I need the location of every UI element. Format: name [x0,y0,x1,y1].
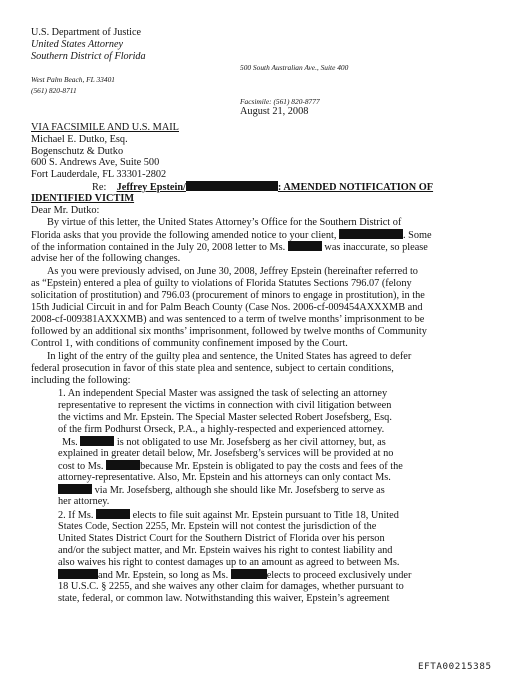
para1-line4: advise her of the following changes. [31,253,181,264]
office-city: West Palm Beach, FL 33401 [31,75,115,84]
re-label: Re: [92,182,107,193]
item2-line5: also waives his right to contest damages up to an amount as agreed to between Ms. [58,557,400,568]
item1-line7: cost to Ms. because Mr. Epstein is obligated to pay the costs and fees of the [58,461,403,472]
para2-line1: As you were previously advised, on June 30, 2008, Jeffrey Epstein (hereinafter referred to [47,266,418,277]
redaction-box [106,460,140,470]
para2-line3: solicitation of prostitution) and 796.03 (procurement of minors to engage in prostitution), in the [31,290,425,301]
subject-name: Jeffrey Epstein/ [116,182,186,193]
redaction-box [96,509,130,519]
redaction-box [58,569,98,579]
redaction-box [288,241,322,251]
subject-title-cont: IDENTIFIED VICTIM [31,193,135,204]
para3-line1: In light of the entry of the guilty plea and sentence, the United States has agreed to defer [47,351,412,362]
office-facsimile: Facsimile: (561) 820-8777 [240,97,320,106]
item1-line10: her attorney. [58,496,110,507]
item1-line3: the victims and Mr. Epstein. The Special Master selected Robert Josefsberg, Esq. [58,412,392,423]
para2-line7: Control 1, with conditions of community confinement imposed by the Court. [31,338,348,349]
para1-line1: By virtue of this letter, the United States Attorney’s Office for the Southern District of [47,217,402,228]
item2-line6: and Mr. Epstein, so long as Ms. elects to proceed exclusively under [58,569,411,582]
para3-line3: including the following: [31,375,131,386]
salutation: Dear Mr. Dutko: [31,205,100,216]
item1-line6: explained in greater detail below, Mr. Josefsberg’s services will be provided at no [58,448,394,459]
para3-line2: federal prosecution in favor of this state plea and sentence, subject to certain conditions, [31,363,394,374]
item2-line7: 18 U.S.C. § 2255, and she waives any other claim for damages, whether pursuant to [58,581,404,592]
para1-line2: Florida asks that you provide the following amended notice to your client, . Some [31,230,432,241]
recipient-name: Michael E. Dutko, Esq. [31,134,128,145]
doj-name: U.S. Department of Justice [31,27,142,38]
item1-line4: of the firm Podhurst Orseck, P.A., a highly-respected and experienced attorney. [58,424,385,435]
para2-line4: 15th Judicial Circuit in and for Palm Beach County (Case Nos. 2006-cf-009454AXXXMB and [31,302,423,313]
redaction-box [339,229,403,239]
item2-line1: 2. If Ms. elects to file suit against Mr. Epstein pursuant to Title 18, United [58,510,399,521]
recipient-city: Fort Lauderdale, FL 33301-2802 [31,169,167,180]
para2-line5: 2008-cf-009381AXXXMB) and was sentenced to a term of twelve months’ imprisonment to be [31,314,425,325]
recipient-firm: Bogenschutz & Dutko [31,146,124,157]
item1-line8: attorney-representative. Also, Mr. Epstein and his attorneys can only contact Ms. [58,472,391,483]
bates-number: EFTA00215385 [418,661,492,672]
item1-line5: Ms. is not obligated to use Mr. Josefsberg as her civil attorney, but, as [62,437,386,448]
item1-line9: via Mr. Josefsberg, although she should like Mr. Josefsberg to serve as [58,484,385,497]
para1-line3: of the information contained in the July 20, 2008 letter to Ms. was inaccurate, so please [31,242,428,253]
subject-line [92,181,433,194]
office-phone: (561) 820-8711 [31,86,77,95]
redaction-box [58,484,92,494]
subject-title: : AMENDED NOTIFICATION OF [277,182,434,193]
item2-line8: state, federal, or common law. Notwithstanding this waiver, Epstein’s agreement [58,593,390,604]
item1-line1: 1. An independent Special Master was assigned the task of selecting an attorney [58,388,388,399]
usao-title: United States Attorney [31,39,124,50]
para2-line2: as “Epstein) entered a plea of guilty to violations of Florida Statutes Sections 796.07 (felony [31,278,412,289]
redaction-box [186,181,278,191]
delivery-method: VIA FACSIMILE AND U.S. MAIL [31,122,179,133]
redaction-box [80,436,114,446]
office-address: 500 South Australian Ave., Suite 400 [240,63,349,72]
item2-line3: United States District Court for the Southern District of Florida over his person [58,533,385,544]
redaction-box [231,569,267,579]
item2-line2: States Code, Section 2255, Mr. Epstein will not contest the jurisdiction of the [58,521,377,532]
recipient-street: 600 S. Andrews Ave, Suite 500 [31,157,160,168]
item2-line4: and/or the subject matter, and Mr. Epstein waives his right to contest liability and [58,545,393,556]
letter-date: August 21, 2008 [240,106,309,117]
para2-line6: followed by an additional six months’ imprisonment, followed by twelve months of Community [31,326,427,337]
district-name: Southern District of Florida [31,51,146,62]
item1-line2: representative to represent the victims in connection with civil litigation between [58,400,392,411]
